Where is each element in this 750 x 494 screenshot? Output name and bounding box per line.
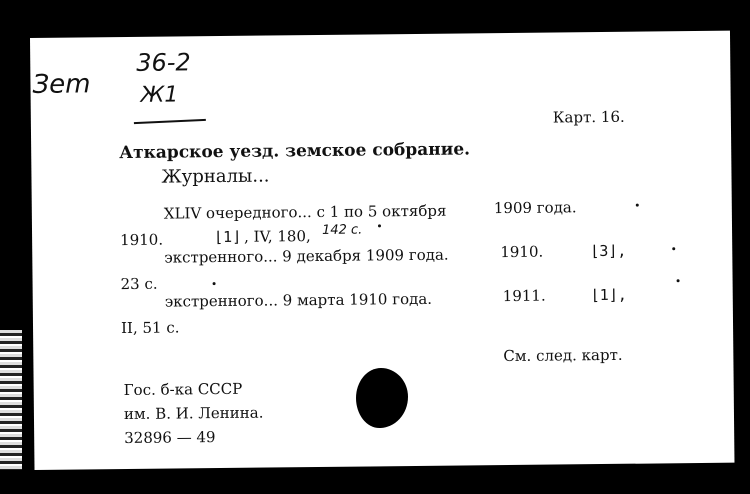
scan-bottom-edge	[0, 470, 750, 494]
entry-2-line2: 23 с.	[120, 274, 158, 294]
entry-1-handwritten-note: 142 с.	[321, 222, 363, 238]
handwritten-fraction-line	[134, 119, 206, 124]
entry-1-year: 1909 года.	[493, 198, 577, 218]
entry-1-bracket: ⌊1⌋	[214, 227, 242, 247]
scan-speck	[213, 282, 216, 285]
handwritten-prefix: Зem	[32, 69, 91, 100]
entry-3-line2: II, 51 с.	[120, 318, 180, 338]
handwritten-numerator: 36-2	[136, 48, 191, 77]
see-next-card: См. след. карт.	[503, 345, 623, 366]
subheading: Журналы...	[161, 165, 270, 188]
library-line-2: им. В. И. Ленина.	[123, 403, 264, 424]
entry-2-line1: экстренного... 9 декабря 1909 года.	[164, 245, 449, 267]
library-line-1: Гос. б-ка СССР	[123, 379, 243, 400]
scan-speck	[672, 247, 675, 250]
entry-1-line2-start: 1910.	[120, 230, 164, 250]
card-number: Карт. 16.	[552, 107, 625, 127]
entry-2-bracket: ⌊3⌋,	[590, 241, 627, 261]
scan-speck	[677, 279, 680, 282]
entry-1-line2-rest: , IV, 180,	[243, 227, 311, 246]
scan-speck	[378, 224, 381, 227]
scan-speck	[636, 204, 639, 207]
entry-2-year: 1910.	[500, 242, 544, 262]
library-line-3: 32896 — 49	[124, 428, 216, 448]
handwritten-denominator: Ж1	[140, 82, 179, 108]
entry-3-bracket: ⌊1⌋,	[590, 285, 627, 305]
heading: Аткарское уезд. земское собрание.	[119, 139, 471, 164]
entry-3-line1: экстренного... 9 марта 1910 года.	[164, 289, 433, 311]
entry-3-year: 1911.	[502, 286, 546, 306]
entry-1-line1: XLIV очередного... с 1 по 5 октября	[163, 201, 447, 223]
